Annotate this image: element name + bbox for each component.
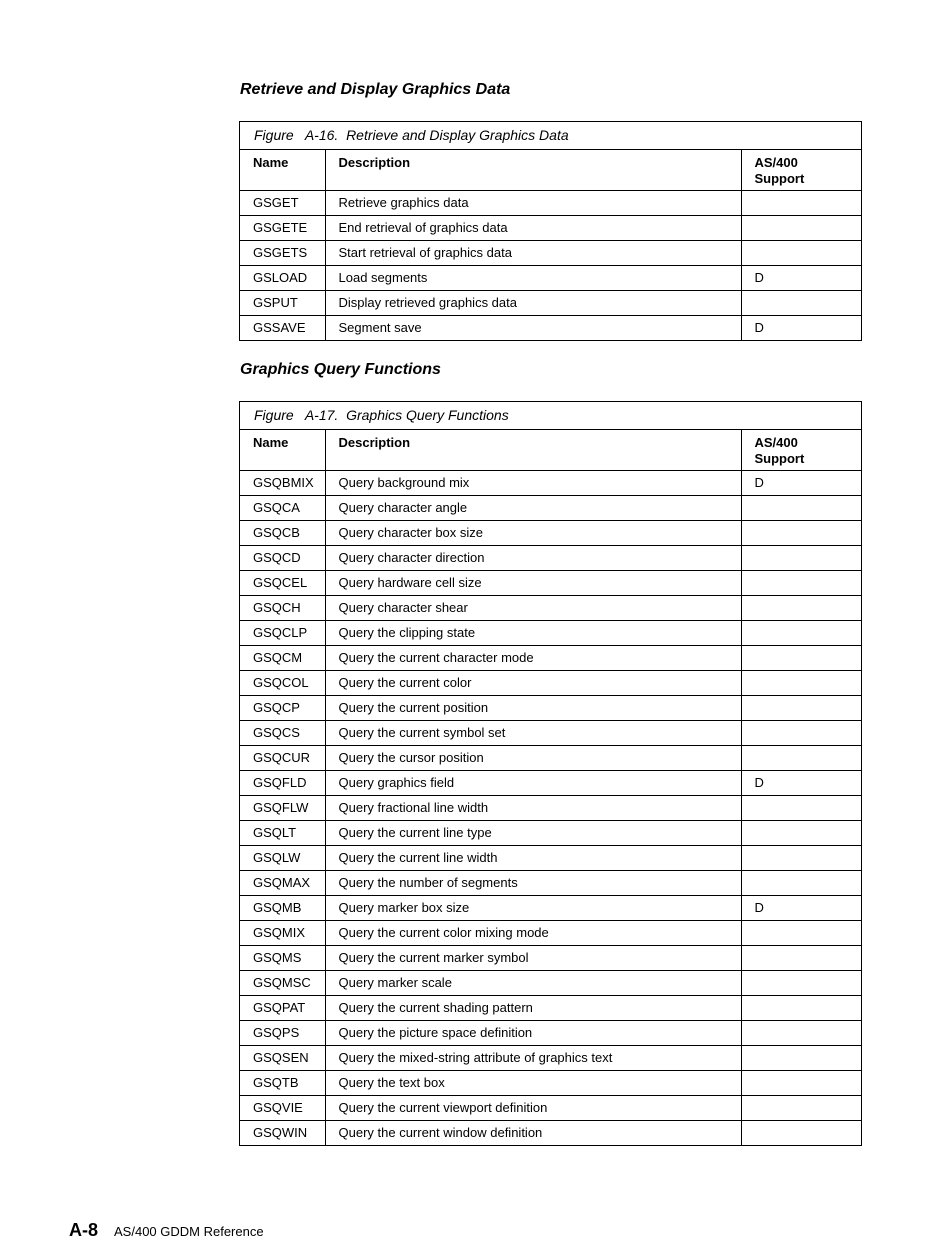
column-header-support: AS/400 Support <box>741 430 861 470</box>
function-name-cell: GSQVIE <box>240 1095 325 1120</box>
function-name-cell: GSQMSC <box>240 970 325 995</box>
figure-caption: Figure A-16. Retrieve and Display Graphics Data <box>240 122 861 150</box>
table-row <box>240 645 861 670</box>
function-name-cell: GSQCD <box>240 545 325 570</box>
figure-caption: Figure A-17. Graphics Query Functions <box>240 402 861 430</box>
description-cell: Query the mixed-string attribute of graphics text <box>325 1045 741 1070</box>
description-cell: Query the cursor position <box>325 745 741 770</box>
description-cell: Query the current shading pattern <box>325 995 741 1020</box>
function-name-cell: GSQCOL <box>240 670 325 695</box>
support-cell <box>741 570 861 595</box>
table-row <box>240 620 861 645</box>
table-row <box>240 470 861 495</box>
table-row <box>240 570 861 595</box>
support-cell <box>741 670 861 695</box>
function-name-cell: GSQCA <box>240 495 325 520</box>
function-name-cell: GSQLW <box>240 845 325 870</box>
support-cell <box>741 495 861 520</box>
support-cell: D <box>741 470 861 495</box>
table-row <box>240 545 861 570</box>
column-header-description: Description <box>325 150 741 190</box>
column-header-name: Name <box>253 435 289 450</box>
table-row <box>240 595 861 620</box>
column-header-name: Name <box>253 155 289 170</box>
table-row <box>240 745 861 770</box>
table-row <box>240 845 861 870</box>
description-cell: Query graphics field <box>325 770 741 795</box>
table-row <box>240 520 861 545</box>
support-cell <box>741 720 861 745</box>
function-name-cell: GSLOAD <box>240 265 325 290</box>
table-row <box>240 945 861 970</box>
support-cell <box>741 190 861 215</box>
description-cell: Query the current position <box>325 695 741 720</box>
support-cell <box>741 820 861 845</box>
document-title: AS/400 GDDM Reference <box>114 1224 264 1239</box>
support-cell <box>741 620 861 645</box>
table-row <box>240 265 861 290</box>
support-cell <box>741 215 861 240</box>
function-name-cell: GSQPAT <box>240 995 325 1020</box>
function-name-cell: GSGET <box>240 190 325 215</box>
description-cell: Query the number of segments <box>325 870 741 895</box>
description-cell: Query the current color mixing mode <box>325 920 741 945</box>
description-cell: Query character box size <box>325 520 741 545</box>
description-cell: Load segments <box>325 265 741 290</box>
description-cell: Segment save <box>325 315 741 340</box>
function-name-cell: GSQCUR <box>240 745 325 770</box>
function-name-cell: GSGETS <box>240 240 325 265</box>
table-row <box>240 495 861 520</box>
function-table <box>240 430 861 1145</box>
function-name-cell: GSSAVE <box>240 315 325 340</box>
description-cell: Query hardware cell size <box>325 570 741 595</box>
support-cell <box>741 240 861 265</box>
support-cell: D <box>741 315 861 340</box>
function-name-cell: GSQFLW <box>240 795 325 820</box>
function-name-cell: GSQFLD <box>240 770 325 795</box>
function-name-cell: GSQPS <box>240 1020 325 1045</box>
table-row <box>240 240 861 265</box>
function-name-cell: GSQCS <box>240 720 325 745</box>
description-cell: Query character shear <box>325 595 741 620</box>
description-cell: Query the current line width <box>325 845 741 870</box>
description-cell: End retrieval of graphics data <box>325 215 741 240</box>
description-cell: Query the current symbol set <box>325 720 741 745</box>
description-cell: Retrieve graphics data <box>325 190 741 215</box>
table-row <box>240 870 861 895</box>
table-row <box>240 920 861 945</box>
description-cell: Query marker box size <box>325 895 741 920</box>
support-cell <box>741 745 861 770</box>
description-cell: Query character direction <box>325 545 741 570</box>
table-row <box>240 970 861 995</box>
description-cell: Query background mix <box>325 470 741 495</box>
support-cell <box>741 290 861 315</box>
description-cell: Query the picture space definition <box>325 1020 741 1045</box>
support-cell <box>741 1120 861 1145</box>
function-name-cell: GSQCM <box>240 645 325 670</box>
page-footer <box>69 1220 264 1241</box>
function-name-cell: GSGETE <box>240 215 325 240</box>
table-row <box>240 770 861 795</box>
description-cell: Query the current line type <box>325 820 741 845</box>
description-cell: Query the current viewport definition <box>325 1095 741 1120</box>
support-cell <box>741 995 861 1020</box>
description-cell: Query the current character mode <box>325 645 741 670</box>
section-heading-retrieve: Retrieve and Display Graphics Data <box>240 81 511 98</box>
table-header-row <box>240 150 861 190</box>
table-row <box>240 215 861 240</box>
description-cell: Query the current color <box>325 670 741 695</box>
support-cell <box>741 595 861 620</box>
description-cell: Query fractional line width <box>325 795 741 820</box>
support-cell: D <box>741 265 861 290</box>
table-row <box>240 995 861 1020</box>
function-name-cell: GSQMIX <box>240 920 325 945</box>
description-cell: Query character angle <box>325 495 741 520</box>
function-name-cell: GSQCB <box>240 520 325 545</box>
table-row <box>240 1020 861 1045</box>
support-cell <box>741 1020 861 1045</box>
function-name-cell: GSQWIN <box>240 1120 325 1145</box>
function-name-cell: GSPUT <box>240 290 325 315</box>
function-name-cell: GSQBMIX <box>240 470 325 495</box>
table-row <box>240 290 861 315</box>
table-row <box>240 670 861 695</box>
function-name-cell: GSQCEL <box>240 570 325 595</box>
support-cell: D <box>741 895 861 920</box>
description-cell: Query the current window definition <box>325 1120 741 1145</box>
support-cell <box>741 545 861 570</box>
function-name-cell: GSQTB <box>240 1070 325 1095</box>
support-cell <box>741 645 861 670</box>
description-cell: Query the clipping state <box>325 620 741 645</box>
description-cell: Start retrieval of graphics data <box>325 240 741 265</box>
figure-a17 <box>239 401 862 1146</box>
table-row <box>240 895 861 920</box>
support-cell <box>741 795 861 820</box>
support-cell <box>741 520 861 545</box>
support-cell <box>741 870 861 895</box>
function-table <box>240 150 861 340</box>
function-name-cell: GSQLT <box>240 820 325 845</box>
table-row <box>240 820 861 845</box>
function-name-cell: GSQMS <box>240 945 325 970</box>
description-cell: Query the current marker symbol <box>325 945 741 970</box>
support-cell <box>741 970 861 995</box>
function-name-cell: GSQMB <box>240 895 325 920</box>
table-row <box>240 1070 861 1095</box>
table-row <box>240 695 861 720</box>
table-row <box>240 1095 861 1120</box>
table-row <box>240 1045 861 1070</box>
description-cell: Query the text box <box>325 1070 741 1095</box>
figure-a16 <box>239 121 862 341</box>
support-cell <box>741 1045 861 1070</box>
description-cell: Query marker scale <box>325 970 741 995</box>
function-name-cell: GSQSEN <box>240 1045 325 1070</box>
section-heading-query: Graphics Query Functions <box>240 361 441 378</box>
table-row <box>240 315 861 340</box>
table-header-row <box>240 430 861 470</box>
page-number: A-8 <box>69 1220 99 1240</box>
column-header-support: AS/400 Support <box>741 150 861 190</box>
table-row <box>240 720 861 745</box>
support-cell <box>741 920 861 945</box>
column-header-description: Description <box>325 430 741 470</box>
function-name-cell: GSQCLP <box>240 620 325 645</box>
support-cell <box>741 695 861 720</box>
table-row <box>240 190 861 215</box>
function-name-cell: GSQCH <box>240 595 325 620</box>
support-cell <box>741 945 861 970</box>
function-name-cell: GSQMAX <box>240 870 325 895</box>
support-cell: D <box>741 770 861 795</box>
support-cell <box>741 1070 861 1095</box>
support-cell <box>741 845 861 870</box>
table-row <box>240 795 861 820</box>
table-row <box>240 1120 861 1145</box>
support-cell <box>741 1095 861 1120</box>
description-cell: Display retrieved graphics data <box>325 290 741 315</box>
function-name-cell: GSQCP <box>240 695 325 720</box>
